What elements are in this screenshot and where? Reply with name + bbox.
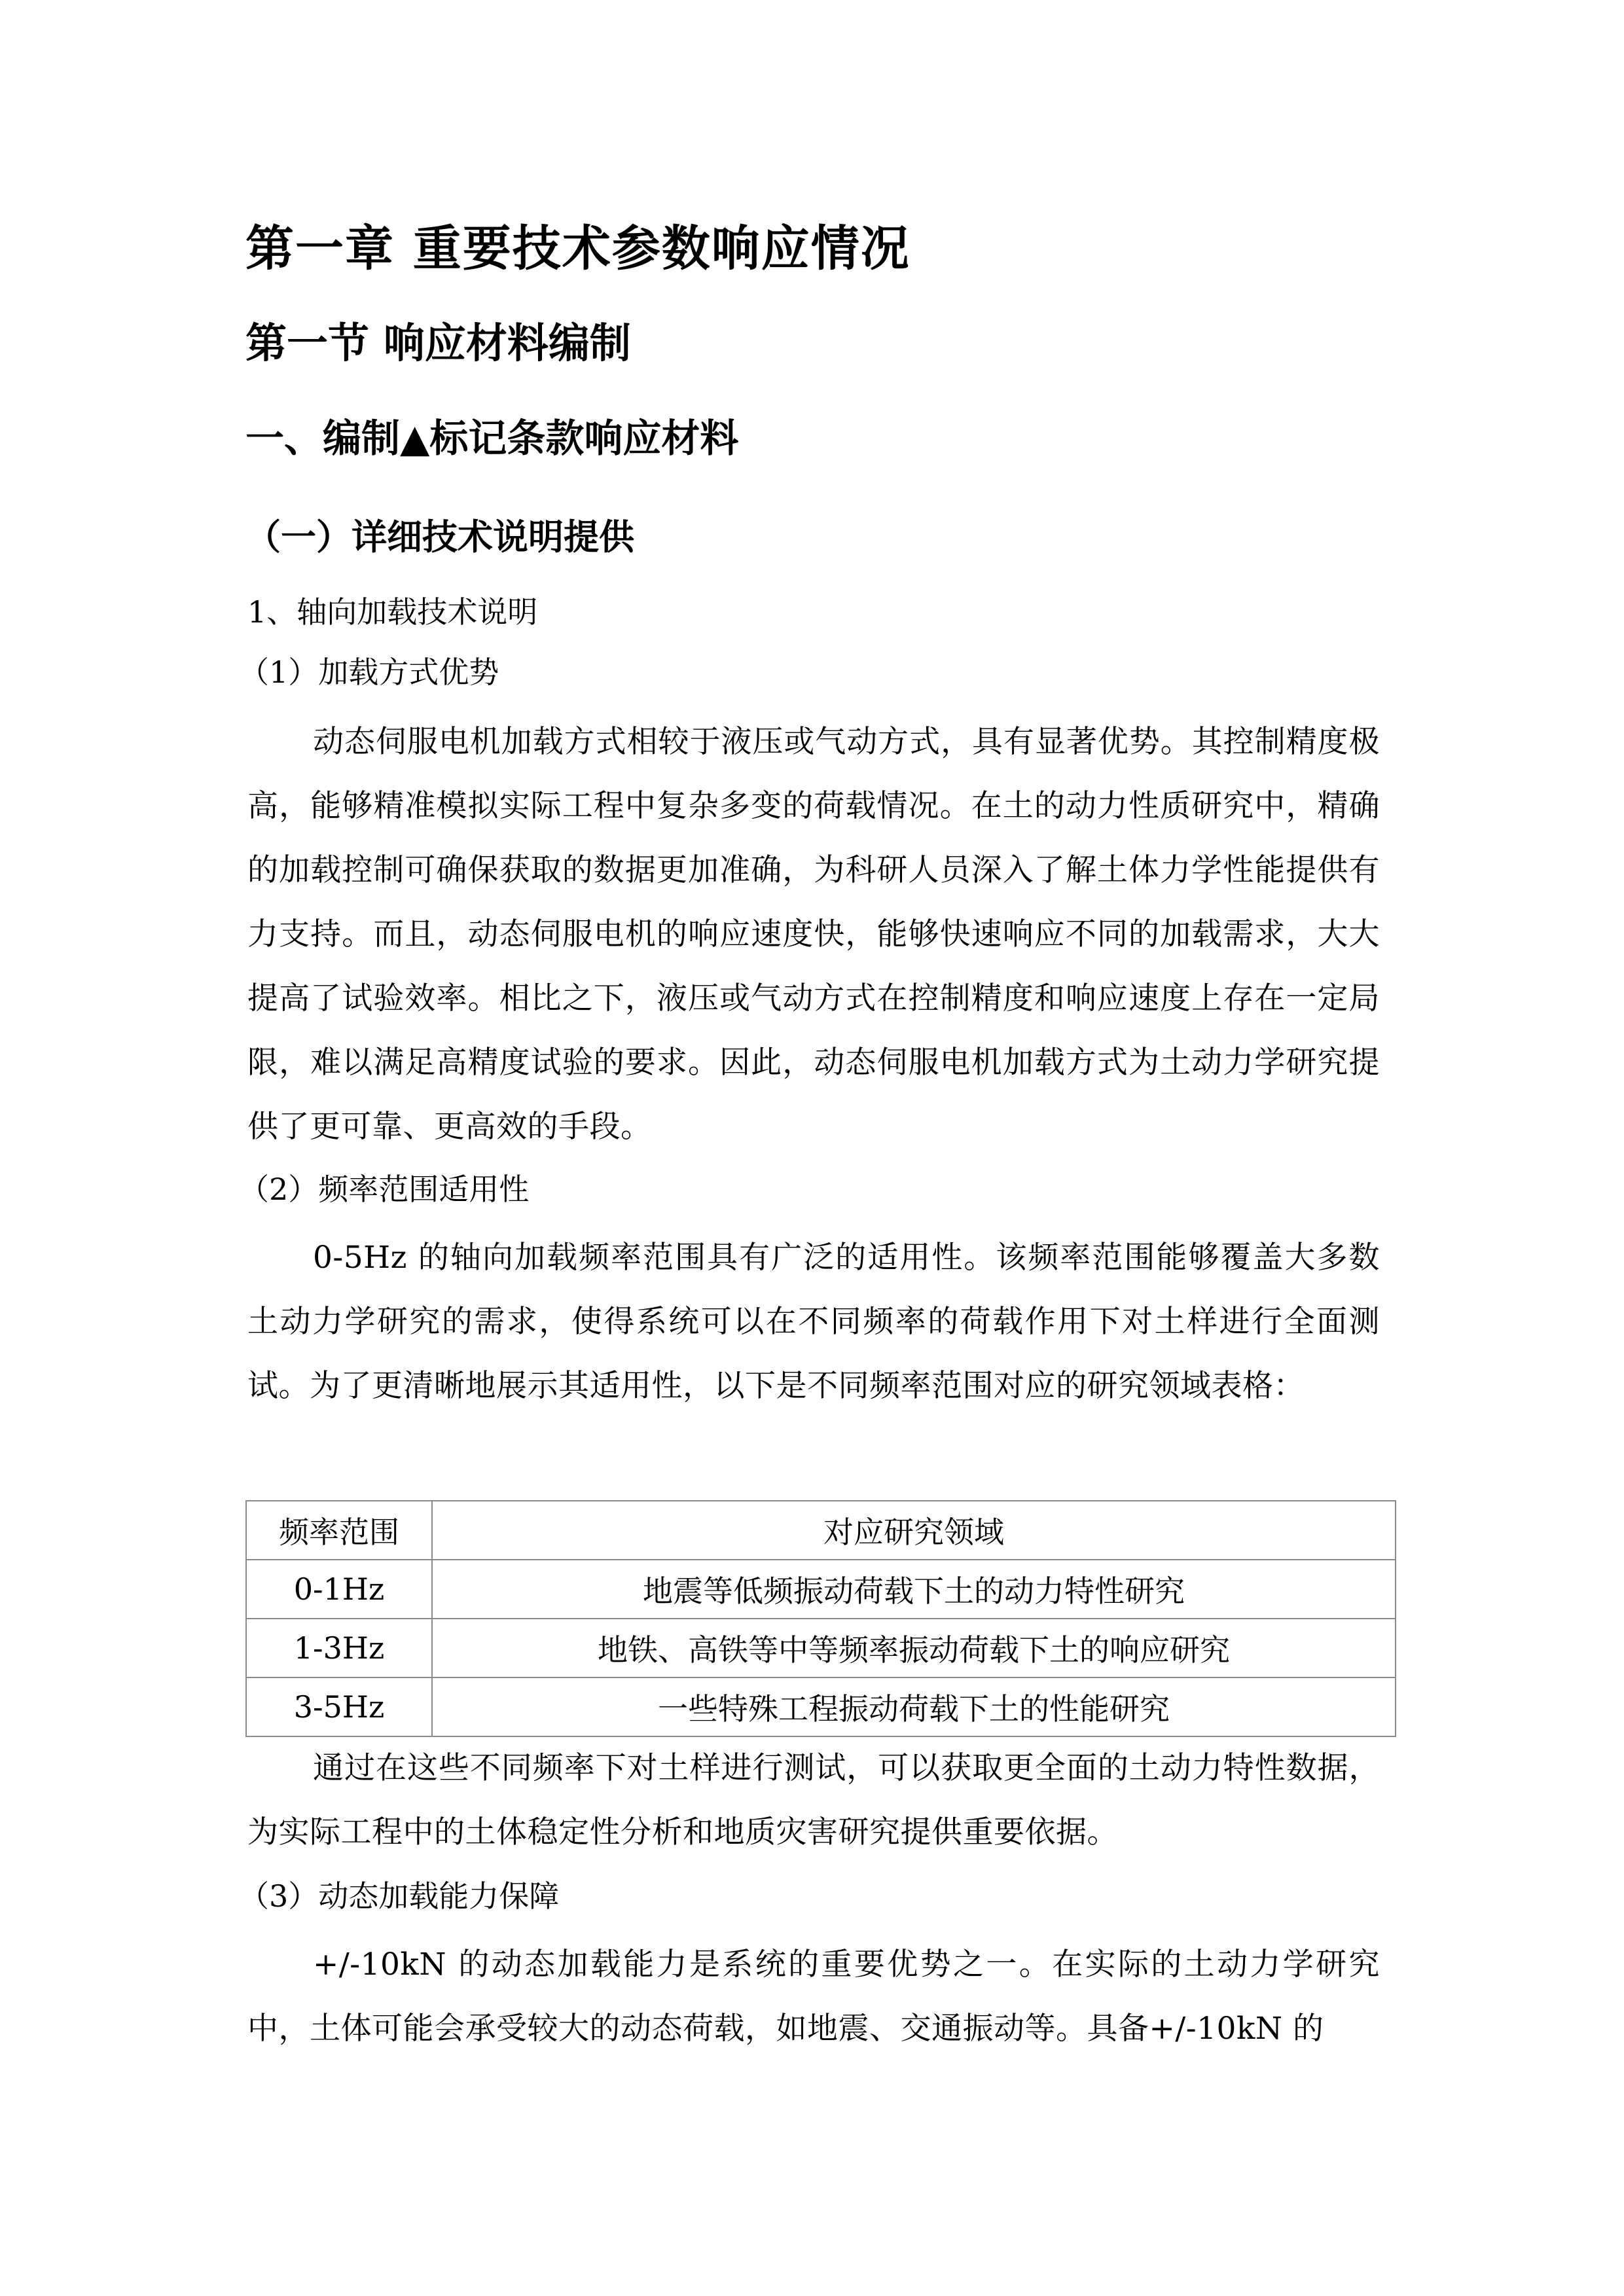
table-header-cell: 对应研究领域 xyxy=(432,1501,1396,1560)
chapter-title: 第一章 重要技术参数响应情况 xyxy=(245,221,911,277)
section-title: 第一节 响应材料编制 xyxy=(245,319,631,367)
point2-body: 0-5Hz 的轴向加载频率范围具有广泛的适用性。该频率范围能够覆盖大多数土动力学研究的需求，使得系统可以在不同频率的荷载作用下对土样进行全面测试。为了更清晰地展示其适用性，以下是不同频率范围对应的研究领域表格： xyxy=(247,1240,1380,1404)
frequency-table xyxy=(245,1500,1396,1737)
item-title: 1、轴向加载技术说明 xyxy=(247,594,538,630)
table-cell: 地铁、高铁等中等频率振动荷载下土的响应研究 xyxy=(432,1619,1396,1677)
subsubsection-title: （一）详细技术说明提供 xyxy=(245,516,634,558)
table-cell: 1-3Hz xyxy=(246,1619,432,1677)
table-header-row xyxy=(246,1501,1396,1560)
table-cell: 地震等低频振动荷载下土的动力特性研究 xyxy=(432,1560,1396,1619)
table-header-cell: 频率范围 xyxy=(246,1501,432,1560)
table-row xyxy=(246,1560,1396,1619)
table-row xyxy=(246,1619,1396,1677)
point2-after-table: 通过在这些不同频率下对土样进行测试，可以获取更全面的土动力特性数据，为实际工程中的土体稳定性分析和地质灾害研究提供重要依据。 xyxy=(247,1750,1380,1850)
table-row xyxy=(246,1677,1396,1736)
point3-title: （3）动态加载能力保障 xyxy=(239,1878,560,1914)
point1-title: （1）加载方式优势 xyxy=(239,655,499,690)
table-cell: 3-5Hz xyxy=(246,1677,432,1736)
subsection-title: 一、编制▲标记条款响应材料 xyxy=(245,416,739,461)
table-cell: 0-1Hz xyxy=(246,1560,432,1619)
point2-title: （2）频率范围适用性 xyxy=(239,1172,530,1207)
point3-body: +/-10kN 的动态加载能力是系统的重要优势之一。在实际的土动力学研究中，土体可能会承受较大的动态荷载，如地震、交通振动等。具备+/-10kN 的 xyxy=(247,1946,1380,2047)
point1-body: 动态伺服电机加载方式相较于液压或气动方式，具有显著优势。其控制精度极高，能够精准模拟实际工程中复杂多变的荷载情况。在土的动力性质研究中，精确的加载控制可确保获取的数据更加准确，为科研人员深入了解土体力学性能提供有力支持。而且，动态伺服电机的响应速度快，能够快速响应不同的加载需求，大大提高了试验效率。相比之下，液压或气动方式在控制精度和响应速度上存在一定局限，难以满足高精度试验的要求。因此，动态伺服电机加载方式为土动力学研究提供了更可靠、更高效的手段。 xyxy=(247,724,1380,1145)
table-cell: 一些特殊工程振动荷载下土的性能研究 xyxy=(432,1677,1396,1736)
